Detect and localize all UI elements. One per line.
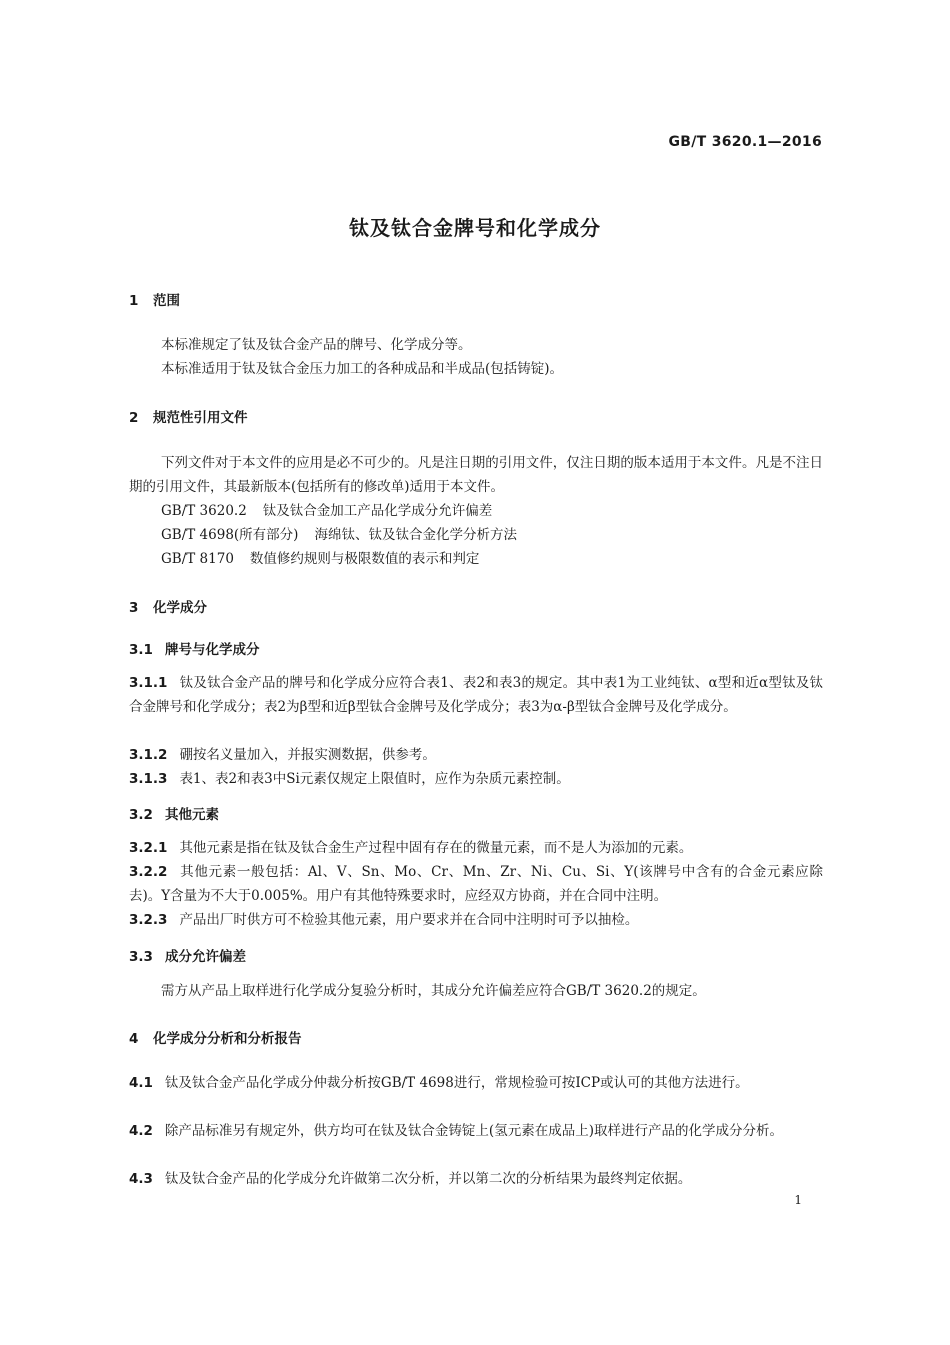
reference-code: GB/T 4698(所有部分) (161, 527, 299, 543)
clause-text: 钛及钛合金产品化学成分仲裁分析按GB/T 4698进行，常规检验可按ICP或认可的其他方法进行。 (164, 1075, 749, 1091)
reference-title: 钛及钛合金加工产品化学成分允许偏差 (262, 503, 493, 519)
paragraph: 需方从产品上取样进行化学成分复验分析时，其成分允许偏差应符合GB/T 3620.2的规定。 (161, 983, 706, 999)
section-title: 成分允许偏差 (165, 949, 246, 965)
clause-text: 硼按名义量加入，并报实测数据，供参考。 (179, 747, 436, 763)
section-2-heading (129, 406, 248, 426)
clause-text: 其他元素一般包括：Al、V、Sn、Mo、Cr、Mn、Zr、Ni、Cu、Si、Y(该牌号中含有的合金元素应除去)。Y含量为不大于0.005%。用户有其他特殊要求时，应经双方协商，并在合同中注明。 (129, 864, 823, 904)
paragraph: 本标准规定了钛及钛合金产品的牌号、化学成分等。 (161, 337, 472, 353)
clause-text: 其他元素是指在钛及钛合金生产过程中固有存在的微量元素，而不是人为添加的元素。 (179, 840, 693, 856)
clause-text: 除产品标准另有规定外，供方均可在钛及钛合金铸锭上(氢元素在成品上)取样进行产品的化学成分分析。 (164, 1123, 783, 1139)
reference-code: GB/T 3620.2 (161, 503, 247, 519)
reference-item (161, 523, 517, 543)
clause-4-2 (129, 1119, 823, 1143)
section-number: 1 (129, 293, 139, 309)
clause-4-1 (129, 1071, 823, 1095)
clause-number: 4.3 (129, 1171, 153, 1187)
subsection-3-1-heading (129, 638, 260, 658)
clause-3-2-3 (129, 908, 823, 932)
section-1-heading (129, 289, 180, 309)
clause-3-1-1 (129, 671, 823, 719)
reference-title: 数值修约规则与极限数值的表示和判定 (249, 551, 480, 567)
section-title: 化学成分分析和分析报告 (153, 1031, 302, 1047)
subsection-3-2-heading (129, 803, 219, 823)
section-number: 3.3 (129, 949, 153, 965)
section-title: 其他元素 (165, 807, 219, 823)
clause-3-2-1 (129, 836, 823, 860)
clause-3-2-2 (129, 860, 823, 908)
section-number: 4 (129, 1031, 139, 1047)
reference-title: 海绵钛、钛及钛合金化学分析方法 (314, 527, 517, 543)
clause-number: 4.1 (129, 1075, 153, 1091)
section-3-heading (129, 596, 207, 616)
clause-text: 钛及钛合金产品的牌号和化学成分应符合表1、表2和表3的规定。其中表1为工业纯钛、α型和近α型钛及钛合金牌号和化学成分；表2为β型和近β型钛合金牌号及化学成分；表3为α-β型钛合金牌号及化学成分。 (129, 675, 823, 715)
clause-text: 表1、表2和表3中Si元素仅规定上限值时，应作为杂质元素控制。 (179, 771, 570, 787)
section-number: 2 (129, 410, 139, 426)
reference-item (161, 499, 492, 519)
document-title: 钛及钛合金牌号和化学成分 (349, 216, 601, 240)
paragraph: 下列文件对于本文件的应用是必不可少的。凡是注日期的引用文件，仅注日期的版本适用于本文件。凡是不注日期的引用文件，其最新版本(包括所有的修改单)适用于本文件。 (129, 455, 823, 495)
section-title: 规范性引用文件 (153, 410, 248, 426)
section-title: 范围 (153, 293, 180, 309)
section-4-heading (129, 1027, 302, 1047)
clause-number: 3.1.3 (129, 771, 168, 787)
section-number: 3 (129, 600, 139, 616)
section-number: 3.1 (129, 642, 153, 658)
section-number: 3.2 (129, 807, 153, 823)
paragraph: 本标准适用于钛及钛合金压力加工的各种成品和半成品(包括铸锭)。 (161, 361, 564, 377)
clause-3-1-2 (129, 743, 823, 767)
subsection-3-3-heading (129, 945, 246, 965)
clause-number: 3.2.2 (129, 864, 168, 880)
section-title: 化学成分 (153, 600, 207, 616)
clause-text: 产品出厂时供方可不检验其他元素，用户要求并在合同中注明时可予以抽检。 (179, 912, 639, 928)
clause-number: 4.2 (129, 1123, 153, 1139)
clause-number: 3.1.1 (129, 675, 168, 691)
clause-4-3 (129, 1167, 823, 1191)
reference-code: GB/T 8170 (161, 551, 234, 567)
section-title: 牌号与化学成分 (165, 642, 260, 658)
clause-number: 3.2.3 (129, 912, 168, 928)
reference-item (161, 547, 479, 567)
clause-3-1-3 (129, 767, 823, 791)
clause-number: 3.2.1 (129, 840, 168, 856)
clause-text: 钛及钛合金产品的化学成分允许做第二次分析，并以第二次的分析结果为最终判定依据。 (164, 1171, 692, 1187)
standard-code: GB/T 3620.1—2016 (668, 134, 822, 150)
page-number: 1 (794, 1193, 802, 1207)
clause-number: 3.1.2 (129, 747, 168, 763)
